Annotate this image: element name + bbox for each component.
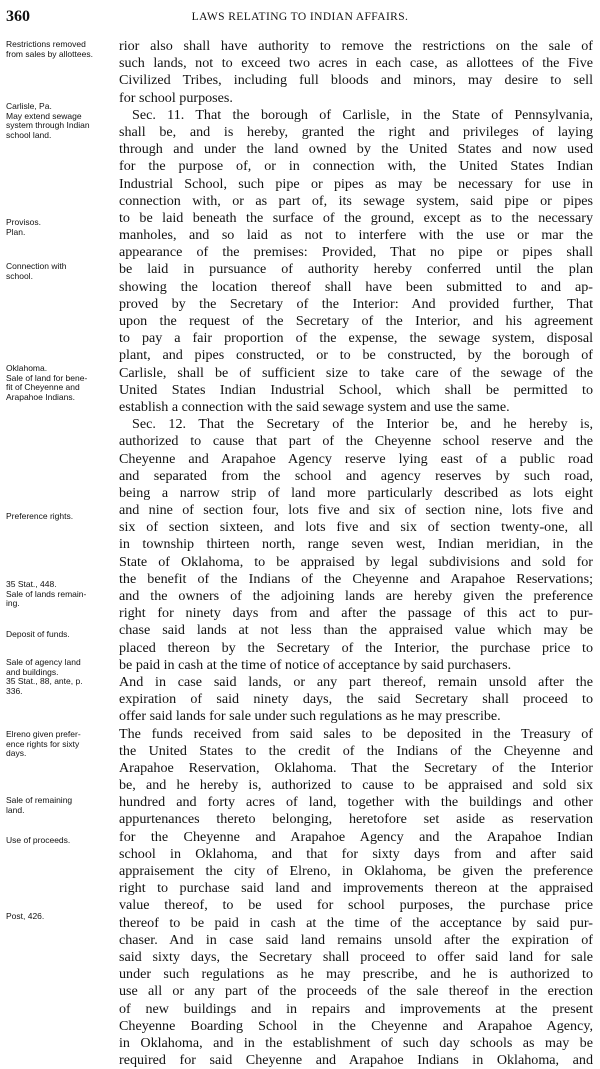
margin-note-line: and buildings. [6, 667, 59, 677]
margin-note-line: Arapahoe Indians. [6, 392, 75, 402]
body-line: Cheyenne Boarding School in the Cheyenne and Arapahoe Agency, [119, 1017, 593, 1034]
margin-note-line: school. [6, 271, 33, 281]
margin-note [6, 630, 118, 640]
body-line: and nine of section four, lots five and six of section nine, lots five and [119, 502, 593, 519]
body-line: offer said lands for sale under such regulations as he may prescribe. [119, 708, 501, 725]
body-line: manholes, and so laid as not to interfere with the use or mar the [119, 227, 593, 244]
body-line: to pay a fair proportion of the expense, the sewage system, disposal [119, 330, 593, 347]
margin-note-line: days. [6, 749, 27, 758]
margin-note [6, 796, 118, 815]
body-line: right for ninety days from and after the passage of this act to pur- [119, 605, 593, 622]
margin-note-line: Provisos. [6, 218, 41, 227]
body-line: be laid in pursuance of authority hereby conferred until the plan [119, 261, 593, 278]
body-line: in Oklahoma, and in the establishment of such day schools as may be [119, 1034, 593, 1051]
margin-note-line: 35 Stat., 88, ante, p. [6, 677, 83, 686]
body-line: of new buildings and in repairs and improvements at the present [119, 1000, 593, 1017]
margin-note-line: Deposit of funds. [6, 630, 70, 639]
margin-note [6, 102, 118, 140]
running-title: LAWS RELATING TO INDIAN AFFAIRS. [191, 11, 409, 23]
body-line: Carlisle, shall be of sufficient size to take care of the sewage of the [119, 364, 593, 381]
body-line: be paid in cash at the time of notice of acceptance by said purchasers. [119, 656, 512, 673]
margin-note-line: fit of Cheyenne and [6, 383, 80, 392]
margin-note [6, 580, 118, 609]
body-line: Arapahoe Reservation, Oklahoma. That the Secretary of the Interior [119, 759, 593, 776]
body-line: through and under the land owned by the United States and now used [119, 141, 593, 158]
body-line: use all or any part of the proceeds of the sale thereof in the erection [119, 983, 593, 1000]
margin-note-line: Restrictions removed [6, 40, 86, 49]
body-line: and separated from the school and agency reserves by such road, [119, 467, 593, 484]
margin-note [6, 730, 118, 759]
body-line: for the Cheyenne and Arapahoe Agency and the Arapahoe Indian [119, 828, 593, 845]
margin-note [6, 364, 118, 402]
body-line: Cheyenne and Arapahoe Agency reserve lying east of a public road [119, 450, 593, 467]
margin-note-line: system through Indian [6, 121, 90, 130]
body-line: showing the location thereof shall have been submitted to and ap- [119, 278, 593, 295]
margin-note [6, 912, 118, 922]
body-text [119, 38, 593, 1069]
body-line: expiration of said ninety days, the said Secretary shall proceed to [119, 691, 593, 708]
body-line: United States Indian Industrial School, which shall be permitted to [119, 381, 593, 398]
margin-note-line: Carlisle, Pa. [6, 102, 52, 111]
body-line: Sec. 11. That the borough of Carlisle, in the State of Pennsylvania, [132, 106, 593, 123]
margin-note-line: Plan. [6, 227, 26, 237]
body-line: connection with, or as part of, its sewage system, said pipe or pipes [119, 192, 593, 209]
body-line: authorized to cause that part of the Cheyenne school reserve and the [119, 433, 593, 450]
margin-note [6, 40, 118, 59]
body-line: chaser. And in case said land remains unsold after the expiration of [119, 931, 593, 948]
page-header [0, 8, 600, 28]
margin-note-line: 35 Stat., 448. [6, 580, 57, 589]
margin-note-line: land. [6, 805, 25, 815]
margin-note-line: Post, 426. [6, 912, 45, 921]
body-line: said sixty days, the Secretary shall proceed to offer said land for sale [119, 948, 593, 965]
page-number: 360 [6, 8, 30, 25]
body-line: upon the request of the Secretary of the Interior, and his agreement [119, 313, 593, 329]
body-line: proved by the Secretary of the Interior: And provided further, That [119, 295, 593, 312]
body-line: thereof to be paid in cash at the time of the acceptance by said pur- [119, 914, 593, 931]
margin-note [6, 262, 118, 281]
body-line: plant, and pipes constructed, or to be constructed, by the borough of [119, 347, 593, 364]
body-line: hundred and forty acres of land, together with the buildings and other [119, 794, 593, 811]
body-line: right to purchase said land and improvements thereon at the appraised [119, 880, 593, 897]
margin-note-line: school land. [6, 130, 52, 140]
margin-note-line: ence rights for sixty [6, 739, 80, 749]
margin-note [6, 658, 118, 696]
margin-note [6, 218, 118, 237]
margin-note [6, 836, 118, 846]
body-line: such lands, not to exceed two acres in each case, as allottees of the Five [119, 55, 593, 72]
body-line: chase said lands at not less than the appraised value which may be [119, 622, 593, 639]
body-line: required for said Cheyenne and Arapahoe Indians in Oklahoma, and [119, 1052, 593, 1069]
margin-note-line: Elreno given prefer- [6, 730, 81, 739]
body-line: for school purposes. [119, 89, 233, 106]
body-line: establish a connection with the said sewage system and use the same. [119, 398, 510, 415]
margin-note-line: Use of proceeds. [6, 836, 71, 845]
body-line: appraisement the city of Elreno, in Oklahoma, be given the preference [119, 863, 593, 879]
body-line: And in case said lands, or any part thereof, remain unsold after the [119, 673, 593, 690]
body-line: six of section sixteen, and lots five and six of section twenty-one, all [119, 519, 593, 536]
margin-note-line: Sale of land for bene- [6, 373, 88, 383]
margin-note-line: Sale of lands remain- [6, 589, 87, 599]
margin-note-line: Oklahoma. [6, 364, 48, 373]
body-line: school in Oklahoma, and that for sixty days from and after said [119, 845, 593, 862]
body-line: for the purpose of, or in connection with, the United States Indian [119, 158, 593, 175]
body-line: State of Oklahoma, to be appraised by legal subdivisions and sold for [119, 553, 593, 570]
body-line: rior also shall have authority to remove the restrictions on the sale of [119, 38, 593, 54]
margin-note-line: Sale of remaining [6, 796, 73, 805]
body-line: the United States to the credit of the Indians of the Cheyenne and [119, 742, 593, 759]
body-line: to be laid beneath the surface of the ground, except as to the necessary [119, 209, 593, 226]
margin-note-line: Sale of agency land [6, 658, 81, 667]
body-line: The funds received from said sales to be deposited in the Treasury of [119, 725, 593, 742]
body-line: being a narrow strip of land more particularly described as lots eight [119, 484, 593, 501]
body-line: be, and he hereby is, authorized to cause to be appraised and sold six [119, 777, 593, 794]
body-line: appearance of the premises: Provided, That no pipe or pipes shall [119, 244, 593, 261]
margin-note-line: May extend sewage [6, 111, 82, 121]
margin-note-line: ing. [6, 599, 20, 608]
body-line: Sec. 12. That the Secretary of the Interior be, and he hereby is, [132, 416, 593, 433]
margin-note-line: Connection with [6, 262, 67, 271]
body-line: the benefit of the Indians of the Cheyenne and Arapahoe Reservations; [119, 570, 593, 587]
body-line: Industrial School, such pipe or pipes as may be necessary for use in [119, 175, 593, 192]
margin-note [6, 512, 118, 522]
margin-note-line: 336. [6, 686, 23, 696]
body-line: appurtenances thereto belonging, heretofore set aside as reservation [119, 811, 593, 828]
body-line: Civilized Tribes, including full bloods and minors, may desire to sell [119, 72, 593, 89]
body-line: and the owners of the adjoining lands are hereby given the preference [119, 588, 593, 604]
body-line: placed thereon by the Secretary of the Interior, the purchase price to [119, 639, 593, 656]
body-line: value thereof, to be used for school purposes, the purchase price [119, 897, 593, 914]
body-line: shall be, and is hereby, granted the right and privileges of laying [119, 123, 593, 140]
margin-note-line: Preference rights. [6, 512, 74, 521]
body-line: in township thirteen north, range seven west, Indian meridian, in the [119, 536, 593, 553]
margin-note-line: from sales by allottees. [6, 49, 93, 59]
body-line: under such regulations as he may prescribe, and he is authorized to [119, 966, 593, 983]
